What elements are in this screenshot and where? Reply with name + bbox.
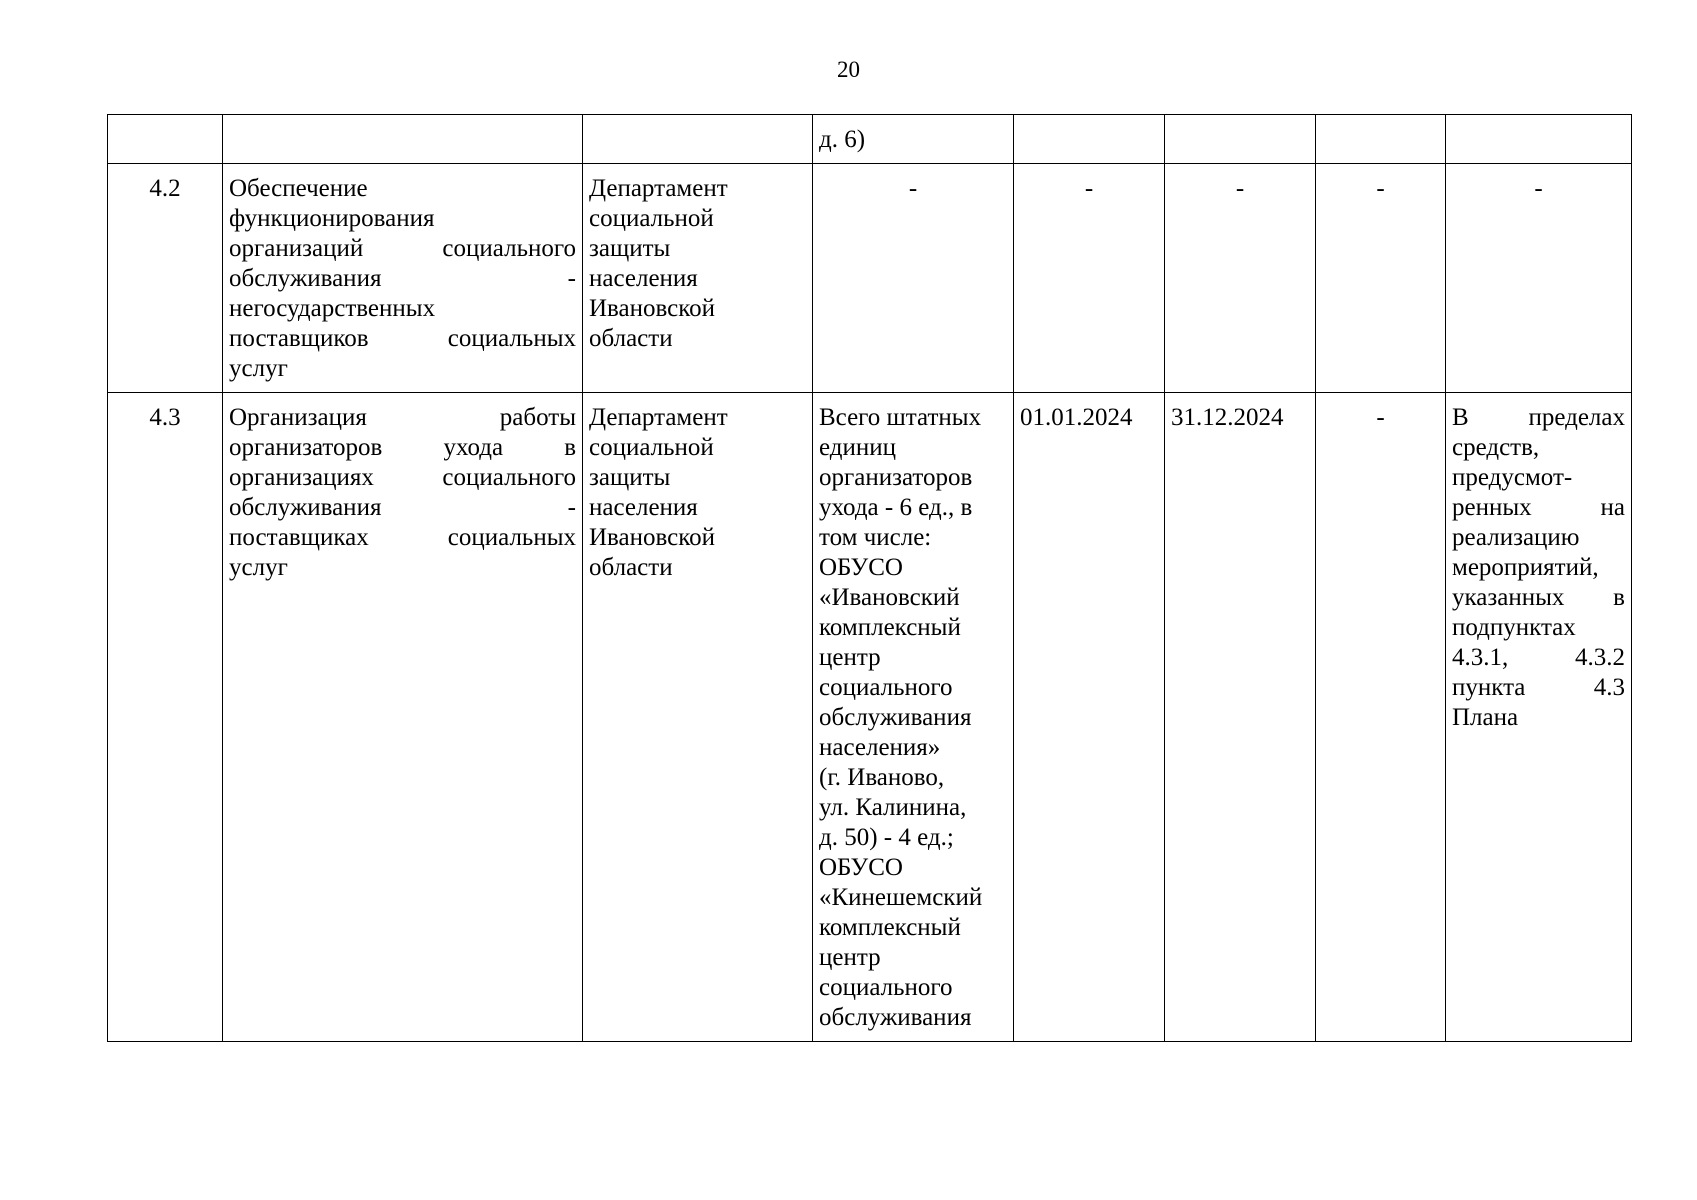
cell-note xyxy=(1446,393,1632,1042)
indicator-line: «Кинешемский xyxy=(819,884,983,911)
cell-name xyxy=(223,164,583,393)
executor-line: социальной xyxy=(589,205,714,232)
cell-end: 31.12.2024 xyxy=(1165,393,1316,1042)
indicator-line: ул. Калинина, xyxy=(819,794,967,821)
indicator-line: том числе: xyxy=(819,524,932,551)
indicator-line: единиц xyxy=(819,434,897,461)
name-line: Обеспечение xyxy=(229,175,368,202)
executor-line: населения xyxy=(589,265,698,292)
cell-note xyxy=(1446,115,1632,164)
note-line: Плана xyxy=(1452,704,1519,731)
executor-line: Ивановской xyxy=(589,524,716,551)
table-row-4-2 xyxy=(108,164,1632,393)
cell-funding: - xyxy=(1316,393,1446,1042)
note-line: пункта 4.3 xyxy=(1452,674,1625,701)
executor-line: защиты xyxy=(589,464,671,491)
name-line: функционирования xyxy=(229,205,435,232)
name-line: организаций социального xyxy=(229,235,576,262)
cell-num: 4.3 xyxy=(108,393,223,1042)
cell-executor xyxy=(583,115,813,164)
cell-start xyxy=(1014,115,1165,164)
executor-line: социальной xyxy=(589,434,714,461)
note-line: В пределах xyxy=(1452,404,1625,431)
indicator-line: комплексный xyxy=(819,614,961,641)
cell-note: - xyxy=(1446,164,1632,393)
indicator-line: (г. Иваново, xyxy=(819,764,945,791)
cell-end: - xyxy=(1165,164,1316,393)
cell-num: 4.2 xyxy=(108,164,223,393)
executor-line: Департамент xyxy=(589,404,728,431)
cell-name xyxy=(223,115,583,164)
name-line: негосударственных xyxy=(229,295,436,322)
cell-indicator: - xyxy=(813,164,1014,393)
note-line: реализацию xyxy=(1452,524,1580,551)
executor-line: населения xyxy=(589,494,698,521)
indicator-line: центр xyxy=(819,944,881,971)
cell-name xyxy=(223,393,583,1042)
note-line: средств, xyxy=(1452,434,1540,461)
page-number: 20 xyxy=(837,57,860,82)
note-line: мероприятий, xyxy=(1452,554,1599,581)
table-row-continuation xyxy=(108,115,1632,164)
executor-line: защиты xyxy=(589,235,671,262)
cell-executor xyxy=(583,393,813,1042)
cell-num xyxy=(108,115,223,164)
name-line: обслуживания - xyxy=(229,494,576,521)
note-line: ренных на xyxy=(1452,494,1625,521)
cell-funding xyxy=(1316,115,1446,164)
name-line: поставщиках социальных xyxy=(229,524,576,551)
plan-table xyxy=(107,114,1632,1042)
indicator-line: д. 50) - 4 ед.; xyxy=(819,824,954,851)
executor-line: Департамент xyxy=(589,175,728,202)
indicator-line: центр xyxy=(819,644,881,671)
cell-indicator xyxy=(813,393,1014,1042)
name-line: обслуживания - xyxy=(229,265,576,292)
indicator-line: комплексный xyxy=(819,914,961,941)
cell-indicator: д. 6) xyxy=(813,115,1014,164)
indicator-line: социального xyxy=(819,674,953,701)
indicator-line: ОБУСО xyxy=(819,554,903,581)
cell-start: 01.01.2024 xyxy=(1014,393,1165,1042)
table-row-4-3 xyxy=(108,393,1632,1042)
cell-funding: - xyxy=(1316,164,1446,393)
note-line: 4.3.1, 4.3.2 xyxy=(1452,644,1625,671)
indicator-line: ОБУСО xyxy=(819,854,903,881)
indicator-line: «Ивановский xyxy=(819,584,960,611)
indicator-line: обслуживания xyxy=(819,1004,972,1031)
indicator-line: Всего штатных xyxy=(819,404,982,431)
name-line: услуг xyxy=(229,355,288,382)
name-line: организациях социального xyxy=(229,464,576,491)
executor-line: области xyxy=(589,554,673,581)
note-line: предусмот- xyxy=(1452,464,1573,491)
indicator-line: социального xyxy=(819,974,953,1001)
cell-start: - xyxy=(1014,164,1165,393)
note-line: подпунктах xyxy=(1452,614,1576,641)
cell-executor xyxy=(583,164,813,393)
name-line: услуг xyxy=(229,554,288,581)
indicator-line: организаторов xyxy=(819,464,973,491)
executor-line: Ивановской xyxy=(589,295,716,322)
indicator-line: ухода - 6 ед., в xyxy=(819,494,973,521)
name-line: поставщиков социальных xyxy=(229,325,576,352)
indicator-line: населения» xyxy=(819,734,941,761)
cell-end xyxy=(1165,115,1316,164)
name-line: организаторов ухода в xyxy=(229,434,576,461)
executor-line: области xyxy=(589,325,673,352)
note-line: указанных в xyxy=(1452,584,1625,611)
indicator-line: обслуживания xyxy=(819,704,972,731)
name-line: Организация работы xyxy=(229,404,576,431)
